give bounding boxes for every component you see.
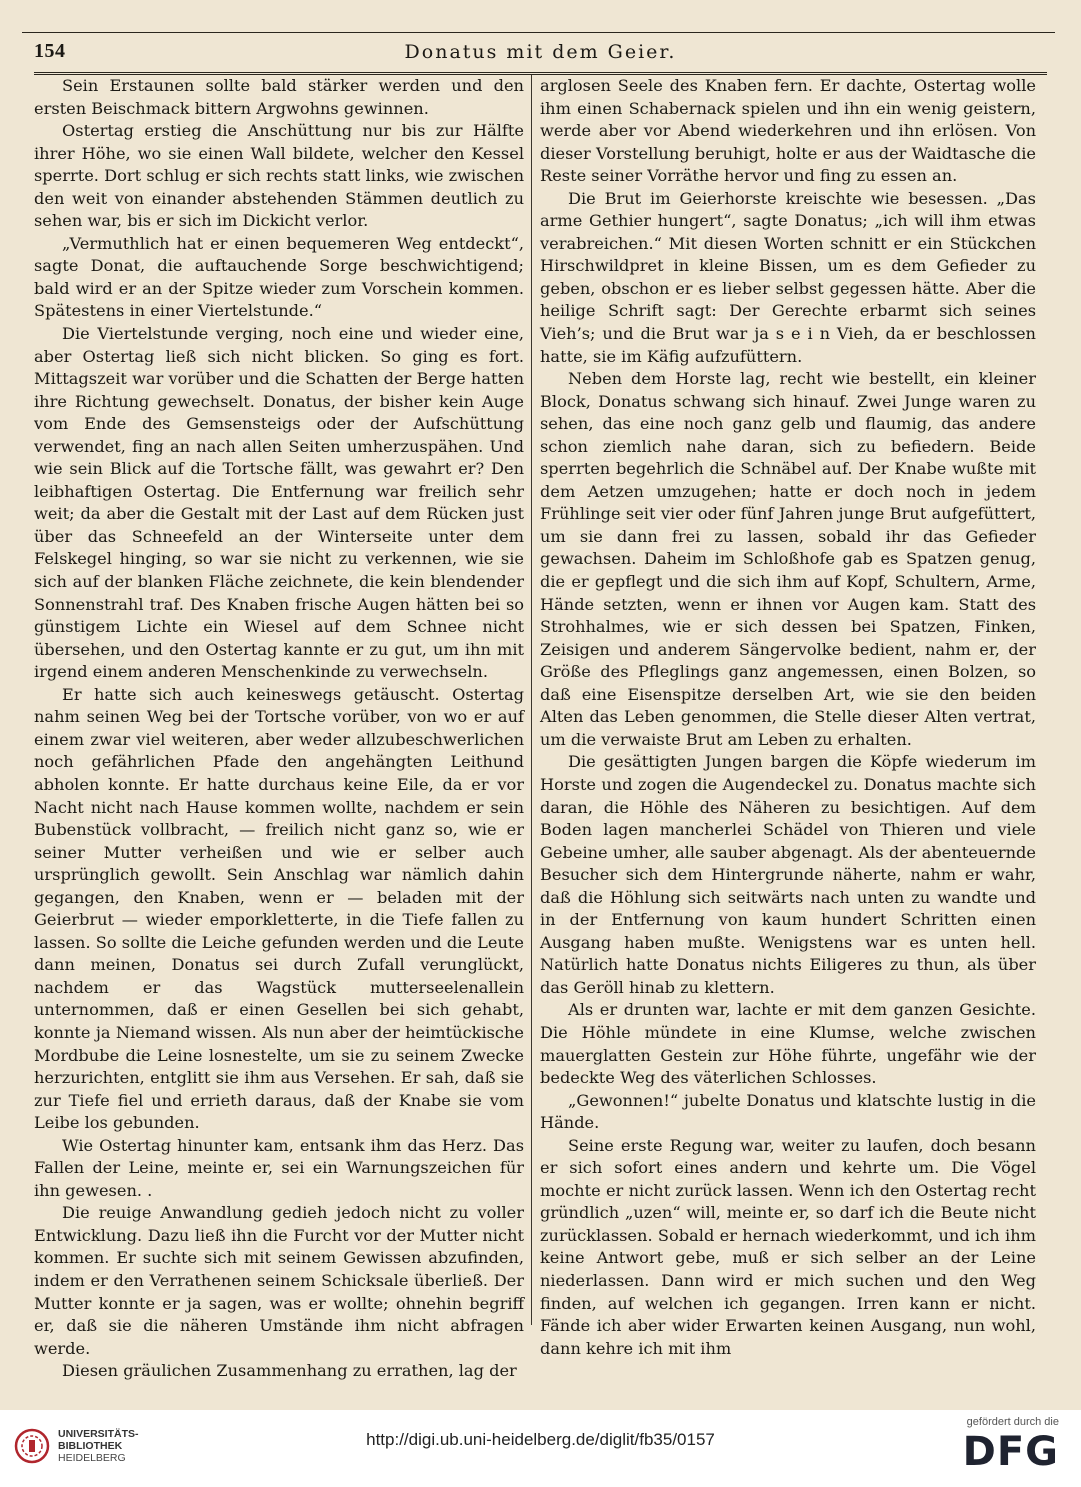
- paragraph: „Gewonnen!“ jubelte Donatus und klatschte lustig in die Hände.: [540, 1090, 1036, 1133]
- paragraph: „Vermuthlich hat er einen bequemeren Weg entdeckt“, sagte Donat, die auftauchende Sorge beschwichtigend; bald wird er an der Spitze wieder zum Vorschein kommen. Spätestens in einer Viertelstunde.“: [34, 233, 524, 321]
- page-number: 154: [34, 40, 66, 62]
- paragraph: Neben dem Horste lag, recht wie bestellt, ein kleiner Block, Donatus schwang sich hinauf. Zwei Junge waren zu sehen, das eine noch ganz gelb und flaumig, das andere schon ziemlich nahe daran, sich zu befiedern. Beide sperrten begehrlich die Schnäbel auf. Der Knabe wußte mit dem Aetzen umzugehen; hatte er doch noch in jedem Frühlinge seit vier oder fünf Jahren junge Brut aufgefüttert, um sie dann frei zu lassen, sobald ihr das Gefieder gewachsen. Daheim im Schloßhofe gab es Spatzen genug, die er gepflegt und die sich ihm auf Kopf, Schultern, Arme, Hände setzten, wenn er ihnen vor Augen kam. Statt des Strohhalmes, wie er sich dessen bei Spatzen, Finken, Zeisigen und anderem Sängervolke bedient, nahm er, der Größe des Pfleglings ganz angemessen, einen Bolzen, so daß eine Eisenspitze derselben Art, wie sie den beiden Alten das Leben genommen, die Stelle dieser Alten vertrat, um die verwaiste Brut am Leben zu erhalten.: [540, 369, 1036, 749]
- paragraph: Die gesättigten Jungen bargen die Köpfe wiederum im Horste und zogen die Augendeckel zu. Donatus machte sich daran, die Höhle des Näheren zu besichtigen. Auf dem Boden lagen mancherlei Schädel von Thieren und viele Gebeine umher, alle sauber abgenagt. Als der abenteuernde Besucher sich dem Hintergrunde näherte, nahm er wahr, daß die Höhlung sich seitwärts nach unten zu wandte und in der Entfernung von kaum hundert Schritten einen Ausgang haben mußte. Wenigstens war es unten hell. Natürlich hatte Donatus nichts Eiligeres zu thun, als über das Geröll hinab zu klettern.: [540, 752, 1036, 997]
- paragraph: Seine erste Regung war, weiter zu laufen, doch besann er sich sofort eines andern und kehrte um. Die Vögel mochte er nicht zurück lassen. Wenn ich den Ostertag recht gründlich „uzen“ will, meinte er, so darf ich die Beute nicht zurücklassen. Sobald er hernach wiederkommt, und ich ihm keine Antwort gebe, muß er sich selber an der Leine niederlassen. Dann wird er mich suchen und den Weg finden, auf welchen ich gegangen. Irren kann er nicht. Fände ich aber wider Erwarten keinen Ausgang, nun wohl, dann kehre ich mit ihm: [540, 1135, 1036, 1358]
- footer-bar: [0, 1410, 1081, 1487]
- left-column: [34, 75, 524, 1381]
- source-url-link[interactable]: http://digi.ub.uni-heidelberg.de/diglit/fb35/0157: [366, 1430, 715, 1449]
- funder-block: [949, 1416, 1059, 1474]
- paragraph: Ostertag erstieg die Anschüttung nur bis zur Hälfte ihrer Höhe, wo sie einen Wall bildete, welcher den Kessel sperrte. Dort schlug er sich rechts statt links, wie zwischen den weit von einander abstehenden Stämmen deutlich zu sehen war, bis er sich im Dickicht verlor.: [34, 121, 524, 231]
- institution-line: HEIDELBERG: [58, 1452, 126, 1464]
- institution-line: BIBLIOTHEK: [58, 1440, 123, 1452]
- page-header: [34, 38, 1047, 75]
- paragraph: Die Brut im Geierhorste kreischte wie besessen. „Das arme Gethier hungert“, sagte Donatus; „ich will ihm etwas verabreichen.“ Mit diesen Worten schnitt er ein Stückchen Hirschwildpret in kleine Bissen, um es dem Gefieder zu geben, obschon er es lieber selbst gegessen hätte. Aber die heilige Schrift sagt: Der Gerechte erbarmt sich seines Vieh’s; und die Brut war ja s e i n Vieh, da er beschlossen hatte, sie im Käfig aufzufüttern.: [540, 188, 1036, 366]
- column-divider: [531, 75, 532, 1325]
- right-column: [540, 75, 1036, 1358]
- text-columns: [34, 75, 1036, 1381]
- top-rule: [22, 32, 1055, 33]
- paragraph: Die reuige Anwandlung gedieh jedoch nicht zu voller Entwicklung. Dazu ließ ihn die Furcht vor der Mutter nicht kommen. Er suchte sich mit seinem Gewissen abzufinden, indem er den Verrathenen seinem Schicksale überließ. Der Mutter konnte er ja sagen, was er wollte; ohnehin begriff er, daß sie die näheren Umstände ihm nicht abfragen werde.: [34, 1203, 524, 1358]
- paragraph: Sein Erstaunen sollte bald stärker werden und den ersten Beischmack bittern Argwohns gewinnen.: [34, 76, 524, 118]
- funder-label: gefördert durch die: [966, 1416, 1059, 1428]
- paragraph: Wie Ostertag hinunter kam, entsank ihm das Herz. Das Fallen der Leine, meinte er, sei ein Warnungszeichen für ihn gewesen. .: [34, 1135, 524, 1200]
- institution-line: UNIVERSITÄTS-: [58, 1428, 139, 1440]
- paragraph: arglosen Seele des Knaben fern. Er dachte, Ostertag wolle ihm einen Schabernack spielen und ihn ein wenig geistern, werde aber vor Abend wiederkehren und ihn erlösen. Von dieser Vorstellung beruhigt, holte er aus der Waidtasche die Reste seiner Vorräthe hervor und fing zu essen an.: [540, 76, 1036, 186]
- paragraph: Diesen gräulichen Zusammenhang zu errathen, lag der: [62, 1361, 517, 1381]
- dfg-logo[interactable]: DFG: [962, 1429, 1059, 1475]
- paragraph: Er hatte sich auch keineswegs getäuscht. Ostertag nahm seinen Weg bei der Tortsche vorüber, von wo er auf einem zwar viel weiteren, aber weder allzubeschwerlichen noch gefährlichen Pfade den angehängten Leithund abholen konnte. Er hatte durchaus keine Eile, da er vor Nacht nicht nach Hause kommen wollte, nachdem er sein Bubenstück vollbracht, — freilich nicht ganz so, wie er seiner Mutter verheißen und wie er selber auch ursprünglich gewollt. Sein Anschlag war nämlich dahin gegangen, den Knaben, wenn er — beladen mit der Geierbrut — wieder emporkletterte, in die Tiefe fallen zu lassen. So sollte die Leiche gefunden werden und die Leute dann meinen, Donatus sei durch Zufall verunglückt, nachdem er das Wagstück mutterseelenallein unternommen, daß er einen Gesellen bei sich gehabt, konnte ja Niemand wissen. Als nun aber der heimtückische Mordbube die Leine losnestelte, um sie zu seinem Zwecke herzurichten, entglitt sie ihm aus Versehen. Er sah, daß sie zur Tiefe fiel und errieth daraus, daß der Knabe sie vom Leibe los gebunden.: [34, 684, 524, 1133]
- running-title: Donatus mit dem Geier.: [404, 41, 677, 63]
- paragraph: Als er drunten war, lachte er mit dem ganzen Gesichte. Die Höhle mündete in eine Klumse, welche zwischen mauerglatten Gestein zur Höhe führte, ungefähr wie der bedeckte Weg des väterlichen Schlosses.: [540, 1000, 1036, 1088]
- paragraph: Die Viertelstunde verging, noch eine und wieder eine, aber Ostertag ließ sich nicht blicken. So ging es fort. Mittagszeit war vorüber und die Schatten der Berge hatten ihre Richtung gewechselt. Donatus, der bisher kein Auge vom Ende des Gemsensteigs oder der Aufschüttung verwendet, fing an nach allen Seiten umherzuspähen. Und wie sein Blick auf die Tortsche fällt, was gewahrt er? Den leibhaftigen Ostertag. Die Entfernung war freilich sehr weit; da aber die Gestalt mit der Last auf dem Rücken just über das Schneefeld an der Winterseite unter dem Felskegel hinging, so war sie nicht zu verkennen, wie sie sich auf der blanken Fläche zeichnete, die kein blendender Sonnenstrahl traf. Des Knaben frische Augen hätten bei so günstigem Lichte ein Wiesel auf dem Schnee nicht übersehen, und den Ostertag kannte er zu gut, um ihn mit irgend einem anderen Menschenkinde zu verwechseln.: [34, 324, 524, 682]
